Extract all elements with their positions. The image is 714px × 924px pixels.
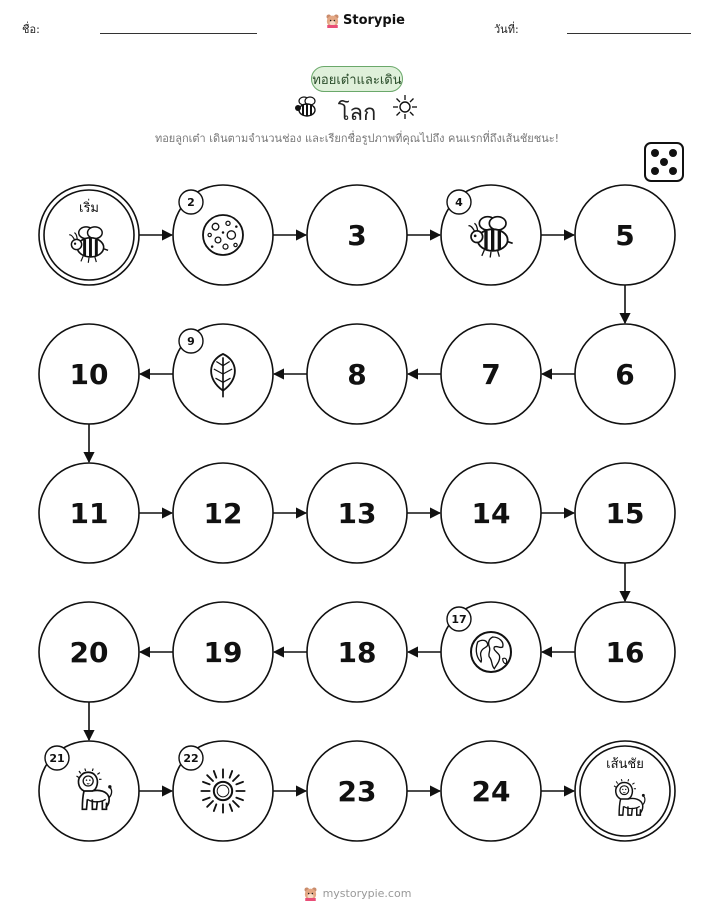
- date-label: วันที่:: [494, 23, 519, 36]
- board-cell-2: [173, 185, 273, 285]
- cell-number: 12: [203, 497, 243, 530]
- game-type-pill: ทอยเต๋าและเดิน: [311, 66, 403, 92]
- cell-badge-number: 21: [49, 752, 65, 765]
- footer: [0, 886, 714, 901]
- board-cell-20: [39, 602, 139, 702]
- board-cell-24: [441, 741, 541, 841]
- board-cell-11: [39, 463, 139, 563]
- cell-number: 6: [615, 358, 635, 391]
- footer-website: mystorypie.com: [322, 887, 412, 900]
- board-cell-6: [575, 324, 675, 424]
- board-cell-13: [307, 463, 407, 563]
- board-cell-19: [173, 602, 273, 702]
- board-cell-17: [441, 602, 541, 702]
- bear-logo-icon: [303, 886, 318, 901]
- cell-number: 14: [471, 497, 511, 530]
- cell-badge-number: 17: [451, 613, 467, 626]
- board-cell-18: [307, 602, 407, 702]
- cell-number: 3: [347, 219, 367, 252]
- board-cell-5: [575, 185, 675, 285]
- cell-number: 20: [69, 636, 109, 669]
- cell-number: 23: [337, 775, 377, 808]
- cell-number: 19: [203, 636, 243, 669]
- board-cell-10: [39, 324, 139, 424]
- cell-number: 18: [337, 636, 377, 669]
- board-cell-9: [173, 324, 273, 424]
- cell-badge-number: 2: [187, 196, 195, 209]
- board-cell-8: [307, 324, 407, 424]
- cell-number: 13: [337, 497, 377, 530]
- board-cell-23: [307, 741, 407, 841]
- board-cell-15: [575, 463, 675, 563]
- board-cells: [39, 185, 675, 841]
- board-cell-25: [575, 741, 675, 841]
- start-label: เริ่ม: [79, 201, 99, 216]
- board-cell-12: [173, 463, 273, 563]
- cell-number: 16: [605, 636, 645, 669]
- brand-name: Storypie: [343, 13, 405, 28]
- board-cell-16: [575, 602, 675, 702]
- name-label: ชื่อ:: [22, 23, 40, 36]
- cell-badge-number: 22: [183, 752, 199, 765]
- sun-icon: [201, 769, 244, 812]
- board-cell-7: [441, 324, 541, 424]
- cell-number: 8: [347, 358, 367, 391]
- cell-number: 10: [69, 358, 109, 391]
- instructions: ทอยลูกเต๋า เดินตามจำนวนช่อง และเรียกชื่อรูปภาพที่คุณไปถึง คนแรกที่ถึงเส้นชัยชนะ!: [154, 132, 560, 145]
- cell-number: 24: [471, 775, 511, 808]
- cell-number: 5: [615, 219, 635, 252]
- cell-number: 11: [69, 497, 109, 530]
- board-cell-21: [39, 741, 139, 841]
- board-cell-14: [441, 463, 541, 563]
- cell-badge-number: 4: [455, 196, 463, 209]
- cell-number: 7: [481, 358, 501, 391]
- cell-number: 15: [605, 497, 645, 530]
- earth-globe-icon: [471, 632, 511, 672]
- board-cell-4: [441, 185, 541, 285]
- board-cell-22: [173, 741, 273, 841]
- moon-icon: [203, 215, 243, 255]
- finish-label: เส้นชัย: [606, 757, 644, 772]
- board-cell-1: [39, 185, 139, 285]
- page-title: โลก: [337, 101, 377, 126]
- cell-badge-number: 9: [187, 335, 195, 348]
- board-cell-3: [307, 185, 407, 285]
